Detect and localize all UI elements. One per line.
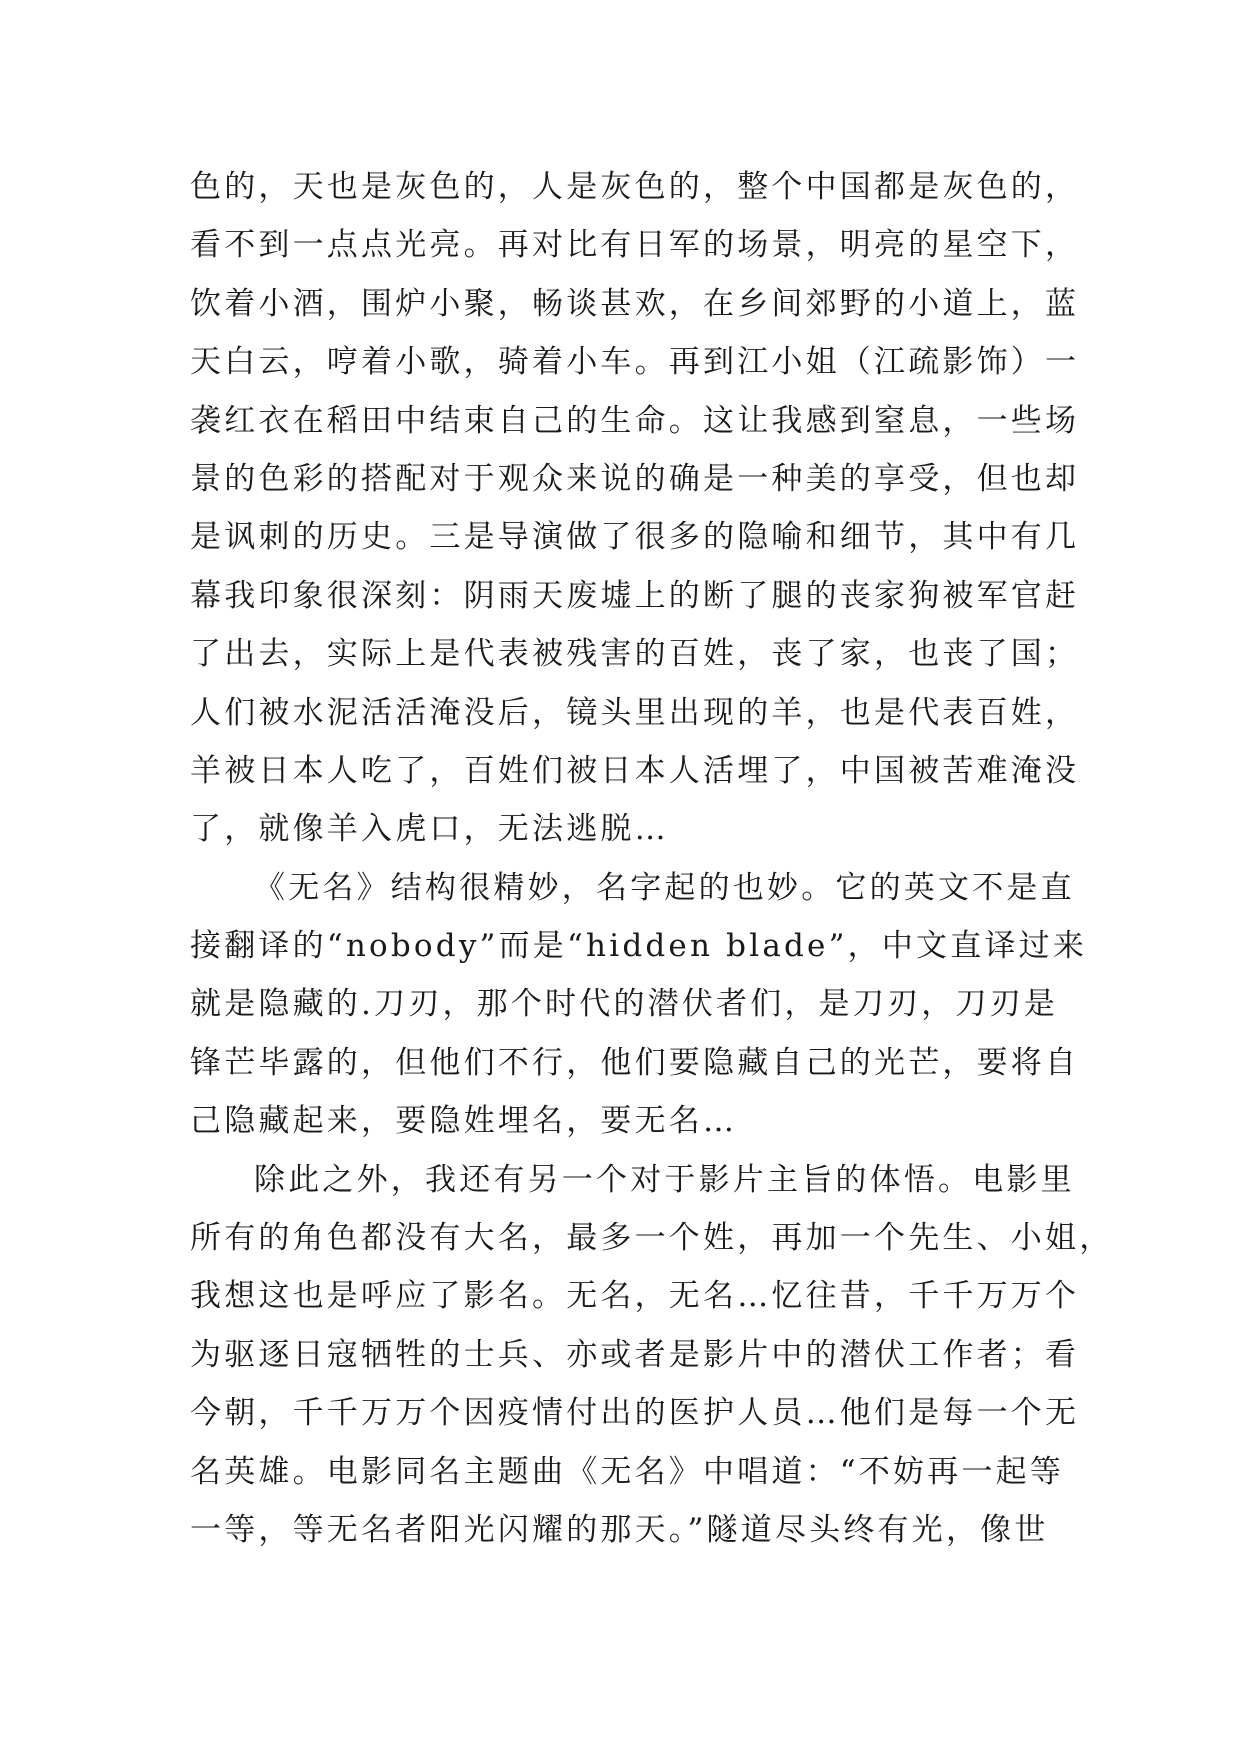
text-line: 锋芒毕露的，但他们不行，他们要隐藏自己的光芒，要将自 <box>190 1044 1080 1081</box>
body-text <box>190 158 1114 1559</box>
text-line: 是讽刺的历史。三是导演做了很多的隐喻和细节，其中有几 <box>190 519 1080 556</box>
text-line: 名英雄。电影同名主题曲《无名》中唱道：“不妨再一起等 <box>190 1453 1065 1490</box>
text-line: 羊被日本人吃了，百姓们被日本人活埋了，中国被苦难淹没 <box>190 752 1080 789</box>
text-line: 一等，等无名者阳光闪耀的那天。”隧道尽头终有光，像世 <box>190 1511 1049 1548</box>
text-line: 人们被水泥活活淹没后，镜头里出现的羊，也是代表百姓， <box>190 694 1080 731</box>
text-line: 袭红衣在稻田中结束自己的生命。这让我感到窒息，一些场 <box>190 402 1080 439</box>
text-line: 所有的角色都没有大名，最多一个姓，再加一个先生、小姐， <box>190 1220 1114 1257</box>
text-line: 幕我印象很深刻：阴雨天废墟上的断了腿的丧家狗被军官赶 <box>190 577 1080 614</box>
text-line: 今朝，千千万万个因疫情付出的医护人员…他们是每一个无 <box>190 1395 1080 1432</box>
text-line: 了出去，实际上是代表被残害的百姓，丧了家，也丧了国； <box>190 636 1080 673</box>
paragraph-first-line: 除此之外，我还有另一个对于影片主旨的体悟。电影里 <box>254 1161 1075 1198</box>
text-line: 色的，天也是灰色的，人是灰色的，整个中国都是灰色的， <box>190 169 1080 205</box>
text-line: 就是隐藏的.刀刃，那个时代的潜伏者们，是刀刃，刀刃是 <box>190 986 1059 1023</box>
text-line: 景的色彩的搭配对于观众来说的确是一种美的享受，但也却 <box>190 460 1080 497</box>
text-line: 看不到一点点光亮。再对比有日军的场景，明亮的星空下， <box>190 227 1080 264</box>
text-line: 接翻译的“nobody”而是“hidden blade”，中文直译过来 <box>190 928 1088 965</box>
text-line: 天白云，哼着小歌，骑着小车。再到江小姐（江疏影饰）一 <box>190 344 1080 381</box>
text-line: 饮着小酒，围炉小聚，畅谈甚欢，在乡间郊野的小道上，蓝 <box>190 285 1080 322</box>
text-line: 了，就像羊入虎口，无法逃脱… <box>190 811 669 848</box>
text-line: 为驱逐日寇牺牲的士兵、亦或者是影片中的潜伏工作者；看 <box>190 1336 1080 1373</box>
text-line: 我想这也是呼应了影名。无名，无名…忆往昔，千千万万个 <box>190 1278 1080 1315</box>
paragraph-first-line: 《无名》结构很精妙，名字起的也妙。它的英文不是直 <box>254 869 1075 906</box>
text-line: 己隐藏起来，要隐姓埋名，要无名… <box>190 1103 738 1140</box>
